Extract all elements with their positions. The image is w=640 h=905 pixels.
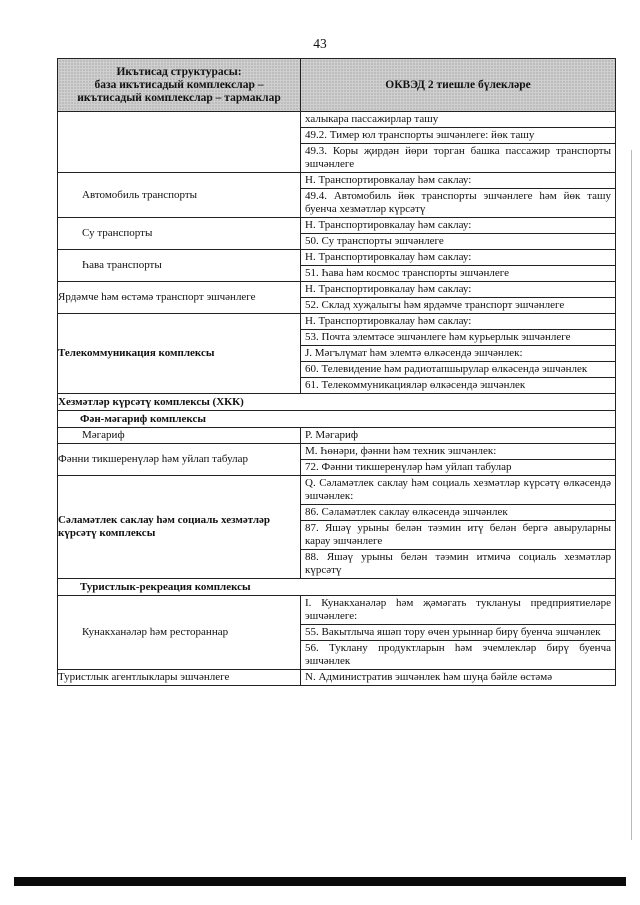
table-row (58, 428, 616, 444)
okved-structure-table (57, 58, 616, 686)
okved-section-line: 61. Телекоммуникацияләр өлкәсендә эшчәнлек (301, 377, 615, 393)
okved-section-line: P. Мәгариф (305, 429, 358, 441)
header-left-line: база икътисадый комплекслар – (94, 78, 264, 91)
header-left-cell (58, 59, 301, 112)
complex-name-cell: Ярдәмче һәм өстәмә транспорт эшчәнлеге (58, 282, 301, 314)
okved-section-line: 55. Вакытлыча яшәп тору өчен урыннар бирү буенча эшчәнлек (301, 624, 615, 640)
okved-sections-cell (301, 476, 616, 579)
okved-section-line: 49.4. Автомобиль йөк транспорты эшчәнлеге һәм йөк ташу буенча хезмәтләр күрсәтү (301, 188, 615, 217)
okved-sections-cell (301, 428, 616, 444)
section-title: Фән-мәгариф комплексы (58, 411, 616, 428)
table-row (58, 218, 616, 250)
okved-section-line: J. Мәгълүмат һәм элемтә өлкәсендә эшчәнлек: (301, 345, 615, 361)
okved-section-line: 87. Яшәү урыны белән тәэмин итү белән бергә авыруларны карау эшчәнлеге (301, 520, 615, 549)
okved-sections-cell (301, 250, 616, 282)
okved-section-line: H. Транспортировкалау һәм саклау: (305, 251, 472, 263)
complex-name-cell: Мәгариф (58, 428, 301, 444)
okved-section-line: H. Транспортировкалау һәм саклау: (305, 283, 472, 295)
okved-section-line: халыкара пассажирлар ташу (305, 113, 439, 125)
complex-name-cell: Һава транспорты (58, 250, 301, 282)
header-left-line: икътисадый комплекслар – тармаклар (77, 91, 281, 104)
table-row (58, 670, 616, 686)
okved-sections-cell (301, 173, 616, 218)
okved-section-line: 88. Яшәү урыны белән тәэмин итмичә социаль хезмәтләр күрсәтү (301, 549, 615, 578)
section-title: Туристлык-рекреация комплексы (58, 579, 616, 596)
okved-section-line: 53. Почта элемтәсе эшчәнлеге һәм курьерлык эшчәнлеге (301, 329, 615, 345)
okved-sections-cell (301, 444, 616, 476)
table-header-row (58, 59, 616, 112)
complex-name-cell: Телекоммуникация комплексы (58, 314, 301, 394)
complex-name-cell: Туристлык агентлыклары эшчәнлеге (58, 670, 301, 686)
okved-section-line: H. Транспортировкалау һәм саклау: (305, 315, 472, 327)
okved-section-line: 49.2. Тимер юл транспорты эшчәнлеге: йөк ташу (301, 127, 615, 143)
okved-section-line: 52. Склад хуҗалыгы һәм ярдәмче транспорт эшчәнлеге (301, 297, 615, 313)
okved-section-line: Q. Сәламәтлек саклау һәм социаль хезмәтләр күрсәтү өлкәсендә эшчәнлек: (305, 477, 611, 502)
table-row (58, 282, 616, 314)
table-row (58, 444, 616, 476)
okved-sections-cell (301, 112, 616, 173)
okved-section-line: 86. Сәламәтлек саклау өлкәсендә эшчәнлек (301, 504, 615, 520)
okved-sections-cell (301, 314, 616, 394)
okved-sections-cell (301, 670, 616, 686)
okved-section-line: N. Административ эшчәнлек һәм шуңа бәйле өстәмә (305, 671, 553, 683)
okved-section-line: 60. Телевидение һәм радиотапшырулар өлкәсендә эшчәнлек (301, 361, 615, 377)
page-number: 43 (313, 36, 327, 51)
okved-section-line: H. Транспортировкалау һәм саклау: (305, 174, 472, 186)
okved-section-line: 56. Туклану продуктларын һәм эчемлекләр бирү буенча эшчәнлек (301, 640, 615, 669)
complex-name-cell: Кунакханәләр һәм рестораннар (58, 596, 301, 670)
section-row (58, 394, 616, 411)
okved-section-line: 49.3. Коры җирдән йөри торган башка пассажир транспорты эшчәнлеге (301, 143, 615, 172)
table-row (58, 112, 616, 173)
complex-name-cell: Су транспорты (58, 218, 301, 250)
okved-sections-cell (301, 218, 616, 250)
complex-name-cell: Фәнни тикшеренүләр һәм уйлап табулар (58, 444, 301, 476)
section-row (58, 579, 616, 596)
header-left-line: Икътисад структурасы: (116, 65, 242, 78)
section-title: Хезмәтләр күрсәтү комплексы (ХКК) (58, 394, 616, 411)
okved-section-line: 51. Һава һәм космос транспорты эшчәнлеге (301, 265, 615, 281)
okved-section-line: 50. Су транспорты эшчәнлеге (301, 233, 615, 249)
complex-name-cell: Сәламәтлек саклау һәм социаль хезмәтләр күрсәтү комплексы (58, 476, 301, 579)
table-row (58, 596, 616, 670)
okved-sections-cell (301, 282, 616, 314)
section-row (58, 411, 616, 428)
table-body (58, 59, 616, 686)
okved-section-line: H. Транспортировкалау һәм саклау: (305, 219, 472, 231)
table-row (58, 173, 616, 218)
complex-name-cell (58, 112, 301, 173)
table-row (58, 476, 616, 579)
okved-section-line: M. Һөнәри, фәнни һәм техник эшчәнлек: (305, 445, 497, 457)
table-row (58, 250, 616, 282)
okved-section-line: 72. Фәнни тикшеренүләр һәм уйлап табулар (301, 459, 615, 475)
scan-bottom-bar (14, 877, 626, 886)
header-right-cell: ОКВЭД 2 тиешле бүлекләре (301, 59, 616, 112)
scan-gutter-line (631, 150, 632, 840)
table-row (58, 314, 616, 394)
okved-section-line: I. Кунакханәләр һәм җәмәгать туклануы предприятиеләре эшчәнлеге: (305, 597, 611, 622)
okved-sections-cell (301, 596, 616, 670)
complex-name-cell: Автомобиль транспорты (58, 173, 301, 218)
